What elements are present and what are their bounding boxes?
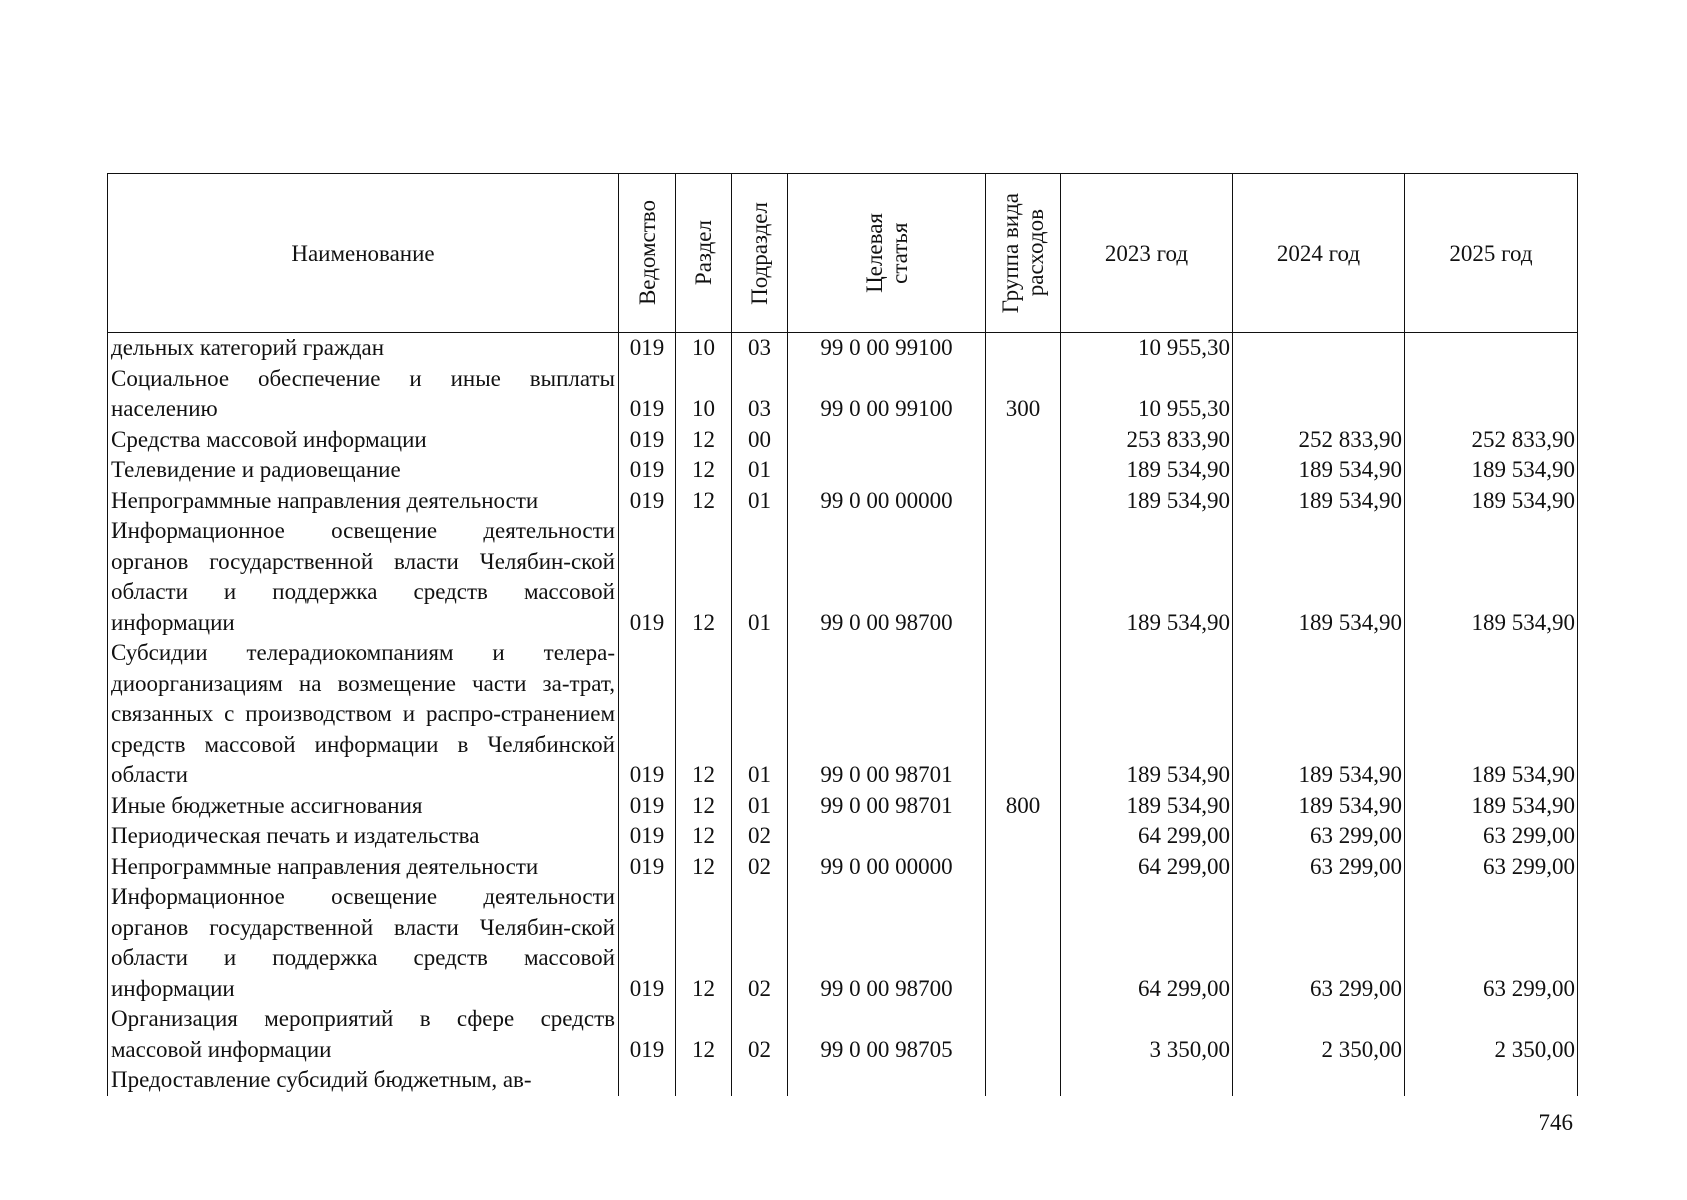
cell-podrazdel: 01 (732, 791, 788, 822)
cell-podrazdel: 03 (732, 364, 788, 425)
cell-ved: 019 (619, 425, 676, 456)
header-2024 (1233, 174, 1405, 332)
header-2025-label: 2025 год (1449, 240, 1533, 266)
cell-razdel: 10 (676, 364, 732, 425)
cell-2023: 64 299,00 (1061, 882, 1233, 1004)
cell-name: дельных категорий граждан (108, 333, 619, 364)
cell-ved: 019 (619, 516, 676, 638)
cell-name: Телевидение и радиовещание (108, 455, 619, 486)
cell-razdel (676, 1065, 732, 1096)
cell-podrazdel (732, 1065, 788, 1096)
cell-gruppa (986, 638, 1061, 791)
cell-2023: 64 299,00 (1061, 821, 1233, 852)
header-celevaya-line2: статья (886, 222, 912, 284)
cell-ved: 019 (619, 791, 676, 822)
cell-podrazdel: 01 (732, 638, 788, 791)
cell-razdel: 10 (676, 333, 732, 364)
cell-celevaya: 99 0 00 00000 (788, 486, 986, 517)
cell-2023: 189 534,90 (1061, 486, 1233, 517)
header-2025 (1405, 174, 1577, 332)
cell-2023: 253 833,90 (1061, 425, 1233, 456)
cell-2023: 189 534,90 (1061, 638, 1233, 791)
cell-2023: 189 534,90 (1061, 791, 1233, 822)
cell-razdel: 12 (676, 791, 732, 822)
cell-2024: 189 534,90 (1233, 455, 1405, 486)
header-vedomstvo (619, 174, 676, 332)
table-body (108, 333, 1577, 1096)
cell-celevaya (788, 425, 986, 456)
cell-2024: 63 299,00 (1233, 882, 1405, 1004)
cell-2025 (1405, 333, 1577, 364)
cell-2023: 3 350,00 (1061, 1004, 1233, 1065)
cell-razdel: 12 (676, 852, 732, 883)
cell-ved: 019 (619, 364, 676, 425)
cell-ved: 019 (619, 638, 676, 791)
header-2023 (1061, 174, 1233, 332)
cell-2025 (1405, 1065, 1577, 1096)
cell-podrazdel: 01 (732, 455, 788, 486)
cell-gruppa (986, 821, 1061, 852)
cell-gruppa: 300 (986, 364, 1061, 425)
cell-2024: 189 534,90 (1233, 791, 1405, 822)
cell-podrazdel: 02 (732, 882, 788, 1004)
cell-celevaya (788, 821, 986, 852)
cell-name: Организация мероприятий в сфере средств массовой информации (108, 1004, 619, 1065)
page-number: 746 (1538, 1110, 1573, 1135)
cell-ved: 019 (619, 486, 676, 517)
cell-2025: 189 534,90 (1471, 457, 1575, 482)
cell-name: Периодическая печать и издательства (108, 821, 619, 852)
cell-2025: 63 299,00 (1483, 975, 1575, 1001)
cell-2024: 189 534,90 (1233, 486, 1405, 517)
cell-celevaya: 99 0 00 98700 (788, 516, 986, 638)
cell-gruppa (986, 425, 1061, 456)
cell-podrazdel: 02 (732, 852, 788, 883)
cell-2025: 189 534,90 (1471, 762, 1575, 787)
cell-gruppa (986, 516, 1061, 638)
cell-2024 (1233, 333, 1405, 364)
cell-name: Иные бюджетные ассигнования (108, 791, 619, 822)
header-celevaya-label (862, 213, 912, 293)
cell-ved: 019 (619, 852, 676, 883)
cell-name: Информационное освещение деятельности органов государственной власти Челябин-ской области и поддержка средств массовой информации (108, 516, 619, 638)
header-gruppa-line1: Группа вида (998, 192, 1023, 314)
cell-name: Социальное обеспечение и иные выплаты населению (108, 364, 619, 425)
header-name-label: Наименование (291, 240, 435, 266)
cell-podrazdel: 02 (732, 1004, 788, 1065)
budget-table (107, 173, 1578, 1096)
cell-2025: 2 350,00 (1494, 1036, 1575, 1062)
cell-razdel: 12 (676, 882, 732, 1004)
cell-celevaya: 99 0 00 98700 (788, 882, 986, 1004)
cell-2024 (1233, 364, 1405, 425)
cell-ved: 019 (619, 455, 676, 486)
header-celevaya-line1: Целевая (861, 213, 887, 293)
cell-gruppa (986, 486, 1061, 517)
cell-razdel: 12 (676, 821, 732, 852)
header-podrazdel (732, 174, 788, 332)
header-razdel (676, 174, 732, 332)
cell-gruppa (986, 333, 1061, 364)
cell-2024: 63 299,00 (1233, 852, 1405, 883)
cell-podrazdel: 03 (732, 333, 788, 364)
cell-2024: 189 534,90 (1233, 638, 1405, 791)
cell-2023: 10 955,30 (1061, 333, 1233, 364)
cell-podrazdel: 02 (732, 821, 788, 852)
header-name (108, 174, 619, 332)
cell-2023: 189 534,90 (1061, 455, 1233, 486)
cell-podrazdel: 01 (732, 486, 788, 517)
header-2023-label: 2023 год (1104, 240, 1189, 266)
cell-podrazdel: 00 (732, 425, 788, 456)
header-podrazdel-label: Подраздел (747, 201, 772, 305)
cell-celevaya: 99 0 00 98701 (788, 638, 986, 791)
cell-celevaya: 99 0 00 98705 (788, 1004, 986, 1065)
cell-2024 (1233, 1065, 1405, 1096)
cell-celevaya: 99 0 00 00000 (788, 852, 986, 883)
header-celevaya (788, 174, 986, 332)
cell-2025: 189 534,90 (1471, 487, 1575, 513)
cell-name: Средства массовой информации (108, 425, 619, 456)
cell-ved (619, 1065, 676, 1096)
table-header (108, 174, 1577, 333)
cell-ved: 019 (619, 333, 676, 364)
cell-gruppa (986, 882, 1061, 1004)
cell-2023 (1061, 1065, 1233, 1096)
cell-gruppa: 800 (986, 791, 1061, 822)
cell-gruppa (986, 852, 1061, 883)
cell-name: Непрограммные направления деятельности (108, 852, 619, 883)
cell-celevaya (788, 1065, 986, 1096)
cell-razdel: 12 (676, 638, 732, 791)
cell-2024: 63 299,00 (1233, 821, 1405, 852)
cell-2023: 189 534,90 (1061, 516, 1233, 638)
header-razdel-label: Раздел (691, 220, 716, 286)
header-gruppa-line2: расходов (1023, 209, 1048, 297)
cell-razdel: 12 (676, 1004, 732, 1065)
cell-name: Субсидии телерадиокомпаниям и телера-диоорганизациям на возмещение части за-трат, связанных с производством и распро-странением средств массовой информации в Челябинской области (108, 638, 619, 791)
cell-ved: 019 (619, 882, 676, 1004)
header-2024-label: 2024 год (1276, 240, 1361, 266)
cell-2025: 189 534,90 (1471, 609, 1575, 635)
cell-2023: 64 299,00 (1061, 852, 1233, 883)
cell-2025: 252 833,90 (1471, 426, 1575, 452)
cell-celevaya: 99 0 00 98701 (788, 791, 986, 822)
cell-2025: 189 534,90 (1471, 792, 1575, 818)
cell-2025: 63 299,00 (1483, 823, 1575, 848)
cell-podrazdel: 01 (732, 516, 788, 638)
header-vedomstvo-label: Ведомство (634, 200, 660, 306)
cell-gruppa (986, 1065, 1061, 1096)
cell-gruppa (986, 1004, 1061, 1065)
cell-celevaya: 99 0 00 99100 (788, 333, 986, 364)
cell-2025: 63 299,00 (1483, 853, 1575, 879)
cell-2024: 252 833,90 (1233, 425, 1405, 456)
cell-name: Непрограммные направления деятельности (108, 486, 619, 517)
header-gruppa-label (998, 193, 1048, 313)
cell-2025 (1405, 364, 1577, 425)
cell-ved: 019 (619, 1004, 676, 1065)
cell-ved: 019 (619, 821, 676, 852)
cell-name: Информационное освещение деятельности органов государственной власти Челябин-ской области и поддержка средств массовой информации (108, 882, 619, 1004)
cell-2024: 2 350,00 (1233, 1004, 1405, 1065)
cell-2023: 10 955,30 (1061, 364, 1233, 425)
cell-name: Предоставление субсидий бюджетным, ав- (108, 1065, 619, 1096)
cell-celevaya: 99 0 00 99100 (788, 364, 986, 425)
cell-2024: 189 534,90 (1233, 516, 1405, 638)
header-gruppa (986, 174, 1061, 332)
cell-razdel: 12 (676, 455, 732, 486)
cell-razdel: 12 (676, 516, 732, 638)
cell-gruppa (986, 455, 1061, 486)
cell-razdel: 12 (676, 425, 732, 456)
cell-razdel: 12 (676, 486, 732, 517)
cell-celevaya (788, 455, 986, 486)
